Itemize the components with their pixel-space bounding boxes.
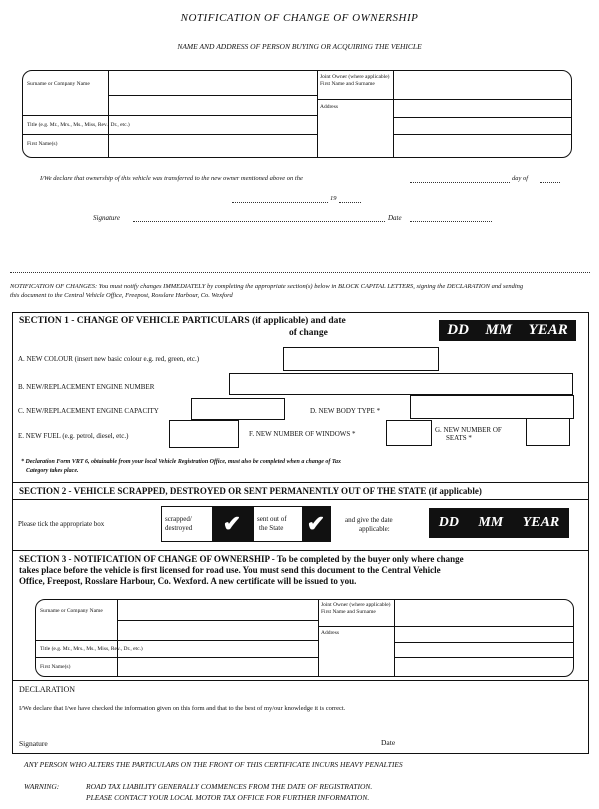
date-label: Date <box>388 214 402 222</box>
section-3 <box>12 550 589 682</box>
warning-label: WARNING: <box>24 782 60 791</box>
please-tick-label: Please tick the appropriate box <box>18 520 105 528</box>
warning-line-2: PLEASE CONTACT YOUR LOCAL MOTOR TAX OFFICE FOR FURTHER INFORMATION. <box>86 793 370 802</box>
address-label: Address <box>321 630 340 636</box>
seats-field[interactable] <box>526 418 570 446</box>
surname-label: Surname or Company Name <box>40 608 103 614</box>
section3-line-1: SECTION 3 - NOTIFICATION OF CHANGE OF OWNERSHIP - To be completed by the buyer only where change <box>19 554 464 564</box>
section2-heading: SECTION 2 - VEHICLE SCRAPPED, DESTROYED OR SENT PERMANENTLY OUT OF THE STATE (if applicable) <box>19 486 482 496</box>
sent-out-label-2: the State <box>259 524 284 532</box>
sent-out-label-1: sent out of <box>257 515 287 523</box>
section1-heading: SECTION 1 - CHANGE OF VEHICLE PARTICULARS (if applicable) and date <box>19 316 346 326</box>
day-of-label: day of <box>512 175 529 182</box>
section1-date-box <box>439 320 576 341</box>
check-icon: ✔ <box>302 507 330 541</box>
give-date-label-2: applicable: <box>359 525 390 533</box>
engine-capacity-field[interactable] <box>191 398 285 420</box>
title-field-label: Title (e.g. Mr., Mrs., Ms., Miss, Rev., Dr., etc.) <box>27 122 130 128</box>
declaration-text: I/We declare that I/we have checked the information given on this form and that to the best of my/our knowledge it is correct. <box>19 705 346 712</box>
check-icon: ✔ <box>212 507 252 541</box>
seats-label-1: G. NEW NUMBER OF <box>435 426 502 434</box>
windows-field[interactable] <box>386 420 432 446</box>
new-fuel-label: E. NEW FUEL (e.g. petrol, diesel, etc.) <box>18 432 129 440</box>
address-label: Address <box>320 104 339 110</box>
body-type-label: D. NEW BODY TYPE * <box>310 407 381 415</box>
scrapped-checkbox[interactable] <box>161 506 253 542</box>
new-fuel-field[interactable] <box>169 420 239 448</box>
section3-line-2: takes place before the vehicle is first licensed for road use. You must send this document to the Central Vehicle <box>19 565 441 575</box>
new-colour-label: A. NEW COLOUR (insert new basic colour e.g. red, green, etc.) <box>18 355 200 363</box>
windows-label: F. NEW NUMBER OF WINDOWS * <box>249 430 356 438</box>
give-date-label-1: and give the date <box>345 516 393 524</box>
mm-label: MM <box>478 515 504 530</box>
engine-number-label: B. NEW/REPLACEMENT ENGINE NUMBER <box>18 383 155 391</box>
declaration-date-label: Date <box>381 738 396 747</box>
seats-label-2: SEATS * <box>446 434 472 442</box>
first-names-label: First Name(s) <box>27 141 58 147</box>
vrt6-note-1: * Declaration Form VRT 6, obtainable from your local Vehicle Registration Office, must also be completed when a change of Tax <box>21 459 342 465</box>
buyer-form-section3 <box>35 599 574 677</box>
section3-line-3: Office, Freepost, Rosslare Harbour, Co. Wexford. A new certificate will be issued to you. <box>19 576 357 586</box>
warning-line-1: ROAD TAX LIABILITY GENERALLY COMMENCES FROM THE DATE OF REGISTRATION. <box>86 782 373 791</box>
title-field-label: Title (e.g. Mr., Mrs., Ms., Miss, Rev., Dr., etc.) <box>40 646 143 652</box>
scrapped-label-2: destroyed <box>165 524 193 532</box>
year-label: YEAR <box>528 322 568 338</box>
notification-text: NOTIFICATION OF CHANGES: You must notify changes IMMEDIATELY by completing the appropriate section(s) below in BLOCK CAPITAL LETTERS, signing the DECLARATION and sending this document to the Central Vehicle Office, Freepost, Rosslare Harbour, Co. Wexford <box>10 283 524 299</box>
section2-date-box[interactable] <box>429 508 569 538</box>
mm-label: MM <box>485 322 513 338</box>
dd-label: DD <box>438 515 459 530</box>
body-type-field[interactable] <box>410 395 574 419</box>
section-1 <box>12 312 589 484</box>
signature-label: Signature <box>93 214 120 222</box>
sent-out-checkbox[interactable] <box>253 506 331 542</box>
year-label: YEAR <box>522 515 560 530</box>
scrapped-label-1: scrapped/ <box>165 515 192 523</box>
engine-number-field[interactable] <box>229 373 573 395</box>
joint-owner-label: Joint Owner (where applicable) First Name and Surname <box>321 602 391 615</box>
buyer-form-top <box>22 70 572 158</box>
engine-capacity-label: C. NEW/REPLACEMENT ENGINE CAPACITY <box>18 407 159 415</box>
first-names-label: First Name(s) <box>40 664 71 670</box>
joint-owner-label: Joint Owner (where applicable) First Name and Surname <box>320 74 390 87</box>
new-colour-field[interactable] <box>283 347 439 371</box>
declaration-signature-label: Signature <box>19 739 48 748</box>
form-title: NOTIFICATION OF CHANGE OF OWNERSHIP <box>180 12 419 24</box>
declaration-heading: DECLARATION <box>19 685 75 694</box>
vrt6-note-2: Category takes place. <box>26 468 79 474</box>
surname-label: Surname or Company Name <box>27 81 90 87</box>
dd-label: DD <box>447 322 469 338</box>
declaration-section <box>12 680 589 754</box>
penalty-warning: ANY PERSON WHO ALTERS THE PARTICULARS ON THE FRONT OF THIS CERTIFICATE INCURS HEAVY PENALTIES <box>24 760 403 769</box>
section1-heading2: of change <box>289 328 328 338</box>
section-2 <box>12 482 589 552</box>
transfer-declaration: I/We declare that ownership of this vehicle was transferred to the new owner mentioned above on the <box>40 175 303 182</box>
form-subtitle: NAME AND ADDRESS OF PERSON BUYING OR ACQUIRING THE VEHICLE <box>177 42 422 51</box>
year-prefix: 19 <box>330 195 337 202</box>
